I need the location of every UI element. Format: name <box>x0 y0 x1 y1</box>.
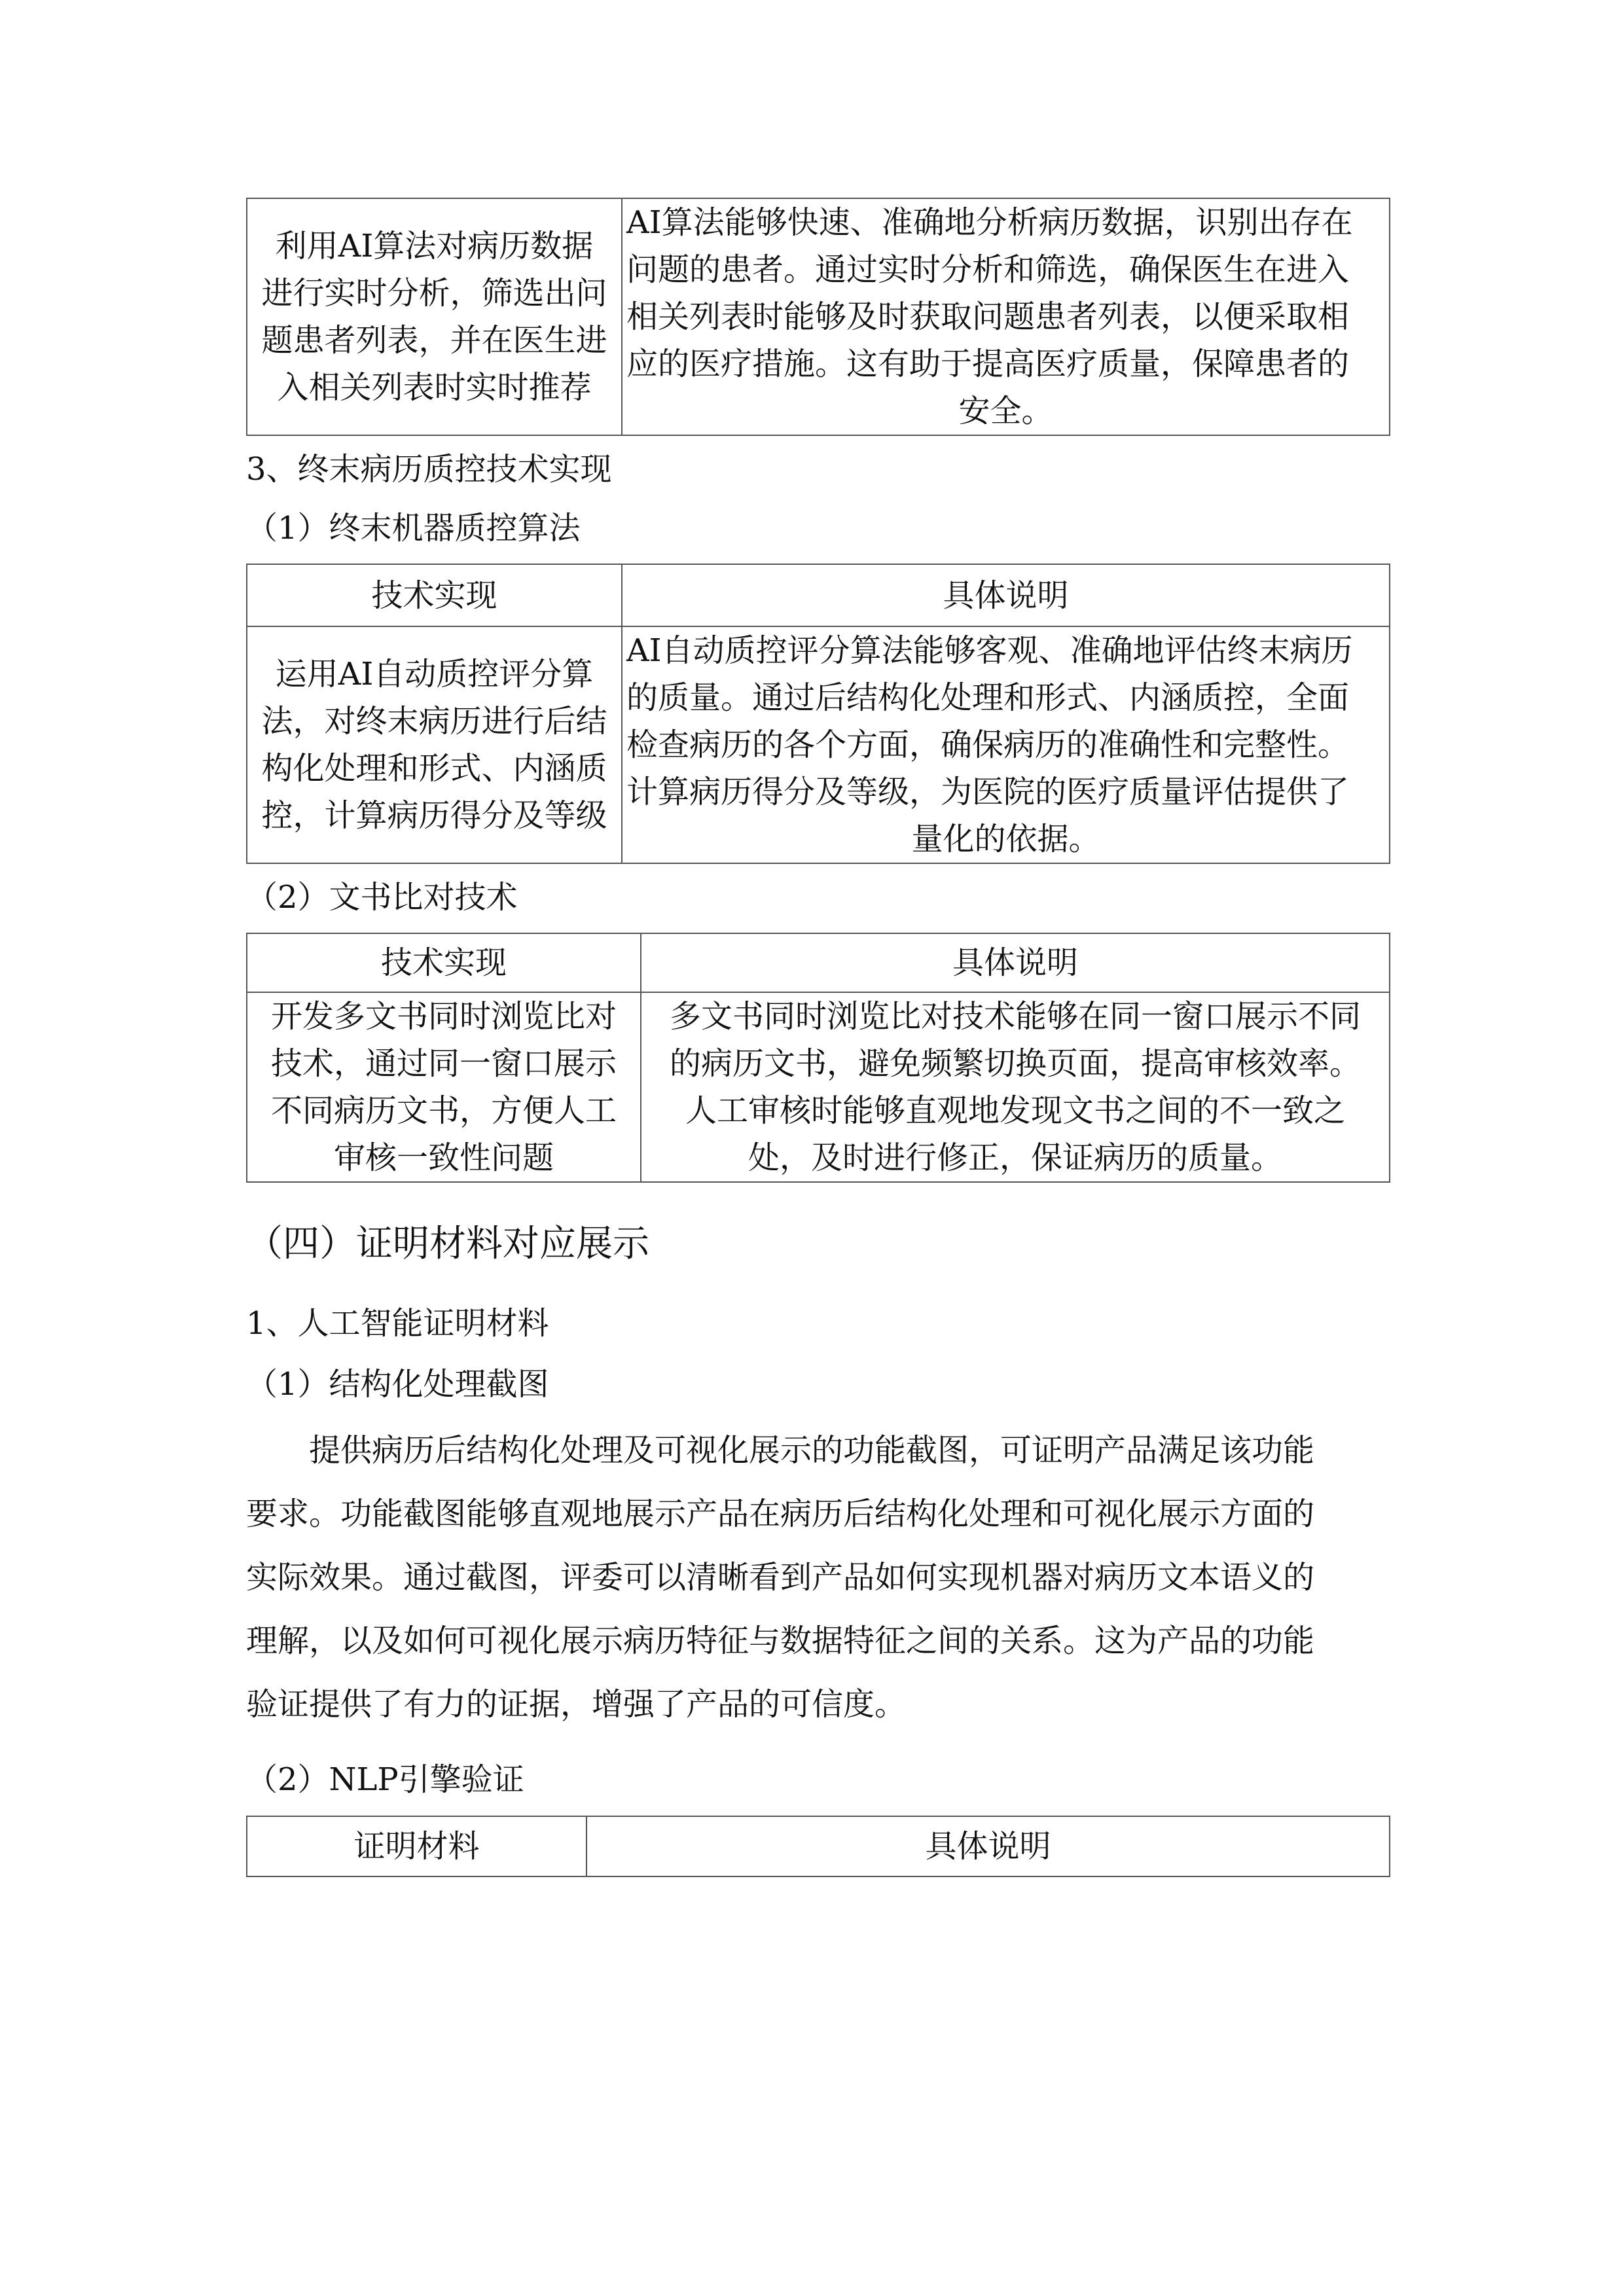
line: 控，计算病历得分及等级 <box>261 797 607 834</box>
line: 技术，通过同一窗口展示 <box>270 1045 617 1082</box>
header-desc: 具体说明 <box>586 1816 1390 1876</box>
table-doc-compare <box>246 933 1390 1183</box>
section-heading-4: （四）证明材料对应展示 <box>246 1223 649 1265</box>
line: 计算病历得分及等级，为医院的医疗质量评估提供了 <box>626 774 1350 810</box>
line: 的病历文书，避免频繁切换页面，提高审核效率。 <box>669 1045 1361 1082</box>
subheading-3: （1）结构化处理截图 <box>246 1366 549 1403</box>
line: 验证提供了有力的证据，增强了产品的可信度。 <box>246 1686 907 1723</box>
cell-tech <box>247 992 641 1182</box>
header-desc: 具体说明 <box>641 933 1390 992</box>
line: 的质量。通过后结构化处理和形式、内涵质控，全面 <box>626 679 1350 716</box>
heading-3: 3、终末病历质控技术实现 <box>246 451 612 488</box>
subheading-4: （2）NLP引擎验证 <box>246 1761 524 1798</box>
line: 安全。 <box>958 393 1053 429</box>
line: 理解，以及如何可视化展示病历特征与数据特征之间的关系。这为产品的功能 <box>246 1623 1315 1659</box>
line: AI自动质控评分算法能够客观、准确地评估终末病历 <box>626 632 1353 669</box>
line: 开发多文书同时浏览比对 <box>270 998 617 1035</box>
cell-tech <box>247 198 622 435</box>
line: 入相关列表时实时推荐 <box>277 369 592 406</box>
line: 构化处理和形式、内涵质 <box>261 750 607 787</box>
subheading-1: （1）终末机器质控算法 <box>246 510 581 547</box>
line: 利用AI算法对病历数据 <box>275 228 594 264</box>
line: 运用AI自动质控评分算 <box>275 656 594 692</box>
line: 多文书同时浏览比对技术能够在同一窗口展示不同 <box>669 998 1361 1035</box>
subheading-2: （2）文书比对技术 <box>246 879 518 916</box>
line: 题患者列表，并在医生进 <box>261 322 607 359</box>
line: 进行实时分析，筛选出问 <box>261 275 607 312</box>
line: AI算法能够快速、准确地分析病历数据，识别出存在 <box>626 204 1353 241</box>
line: 提供病历后结构化处理及可视化展示的功能截图，可证明产品满足该功能 <box>246 1432 1315 1469</box>
table-terminal-qc <box>246 564 1390 864</box>
header-desc: 具体说明 <box>622 564 1390 626</box>
body-paragraph <box>246 1419 1390 1736</box>
line: 人工审核时能够直观地发现文书之间的不一致之 <box>685 1092 1345 1129</box>
header-evidence: 证明材料 <box>247 1816 586 1876</box>
line: 法，对终末病历进行后结 <box>261 703 607 740</box>
line: 不同病历文书，方便人工 <box>270 1092 617 1129</box>
header-tech: 技术实现 <box>247 933 641 992</box>
cell-tech <box>247 626 622 863</box>
line: 应的医疗措施。这有助于提高医疗质量，保障患者的 <box>626 346 1350 382</box>
line: 相关列表时能够及时获取问题患者列表，以便采取相 <box>626 298 1350 335</box>
heading-1: 1、人工智能证明材料 <box>246 1305 549 1342</box>
line: 实际效果。通过截图，评委可以清晰看到产品如何实现机器对病历文本语义的 <box>246 1559 1315 1596</box>
cell-desc <box>641 992 1390 1182</box>
line: 量化的依据。 <box>911 821 1100 857</box>
header-tech: 技术实现 <box>247 564 622 626</box>
table-ai-realtime <box>246 198 1390 436</box>
line: 处，及时进行修正，保证病历的质量。 <box>748 1139 1282 1176</box>
line: 要求。功能截图能够直观地展示产品在病历后结构化处理和可视化展示方面的 <box>246 1496 1315 1532</box>
line: 审核一致性问题 <box>333 1139 554 1176</box>
line: 检查病历的各个方面，确保病历的准确性和完整性。 <box>626 726 1350 763</box>
line: 问题的患者。通过实时分析和筛选，确保医生在进入 <box>626 251 1350 288</box>
cell-desc <box>622 626 1390 863</box>
table-nlp-evidence <box>246 1816 1390 1877</box>
cell-desc <box>622 198 1390 435</box>
